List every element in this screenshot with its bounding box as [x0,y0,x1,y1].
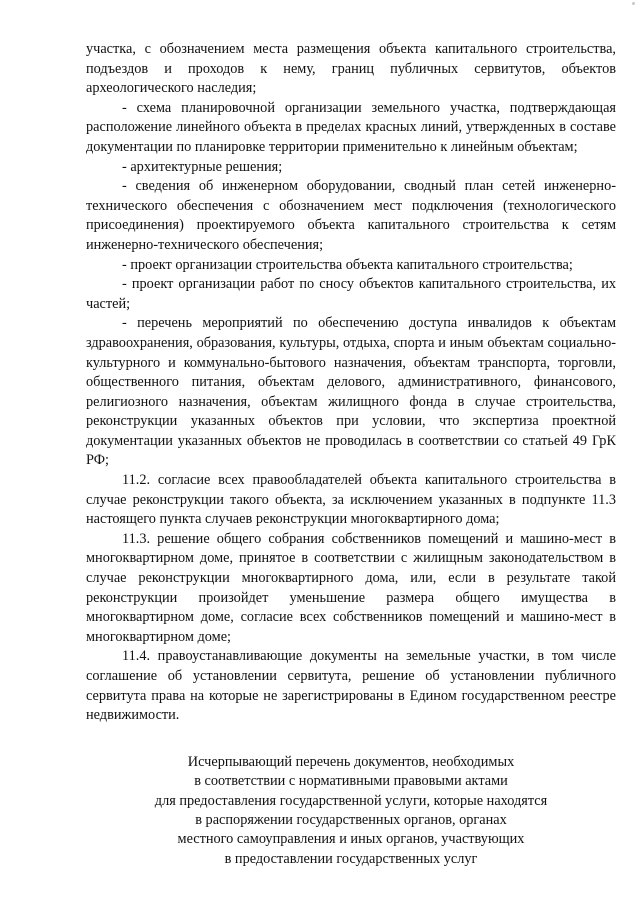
heading-line: для предоставления государственной услуги, которые находятся [154,792,548,809]
paragraph-item-11-3: 11.3. решение общего собрания собственников помещений и машино-мест в многоквартирном доме, принятое в соответствии с жилищным законодательством в случае реконструкции многоквартирного дома, или, если в результате такой реконструкции произойдет уменьшение размера общего имущества в многоквартирном доме, согласие всех собственников помещений и машино-мест в многоквартирном доме; [86,530,616,645]
paragraph-continuation: участка, с обозначением места размещения объекта капитального строительства, подъездов и проходов к нему, границ публичных сервитутов, объектов археологического наследия; [86,41,616,97]
heading-line: в соответствии с нормативными правовыми актами [194,773,508,790]
paragraph-site-plan: - схема планировочной организации земельного участка, подтверждающая расположение линейного объекта в пределах красных линий, утвержденных в составе документации по планировке территории применительно к линейным объектам; [86,99,616,155]
paragraph-item-11-4: 11.4. правоустанавливающие документы на земельные участки, в том числе соглашение об установлении сервитута, решение об установлении публичного сервитута права на которые не зарегистрированы в Едином государственном реестре недвижимости. [86,648,616,724]
document-page [86,40,616,869]
heading-line: в предоставлении государственных услуг [224,850,478,867]
paragraph-construction-organization: - проект организации строительства объекта капитального строительства; [122,256,573,273]
section-heading [86,753,616,869]
page-corner-mark [632,2,635,5]
paragraph-demolition-organization: - проект организации работ по сносу объектов капитального строительства, их частей; [86,276,616,312]
heading-line: Исчерпывающий перечень документов, необходимых [187,753,515,770]
paragraph-architectural-solutions: - архитектурные решения; [122,158,283,175]
heading-line: местного самоуправления и иных органов, участвующих [177,831,525,848]
heading-line: в распоряжении государственных органов, органах [195,812,507,828]
paragraph-engineering-equipment: - сведения об инженерном оборудовании, сводный план сетей инженерно-технического обеспечения с обозначением мест подключения (технологического присоединения) проектируемого объекта капитального строительства к сетям инженерно-технического обеспечения; [86,178,616,253]
paragraph-item-11-2: 11.2. согласие всех правообладателей объекта капитального строительства в случае реконструкции такого объекта, за исключением указанных в подпункте 11.3 настоящего пункта случаев реконструкции многоквартирного дома; [86,472,616,528]
paragraph-accessibility-measures: - перечень мероприятий по обеспечению доступа инвалидов к объектам здравоохранения, образования, культуры, отдыха, спорта и иным объектам социально-культурного и коммунально-бытового назначения, объектам транспорта, торговли, общественного питания, объектам делового, административного, финансового, религиозного назначения, объектам жилищного фонда в случае строительства, реконструкции указанных объектов при условии, что экспертиза проектной документации указанных объектов не проводилась в соответствии со статьей 49 ГрК РФ; [86,315,616,469]
